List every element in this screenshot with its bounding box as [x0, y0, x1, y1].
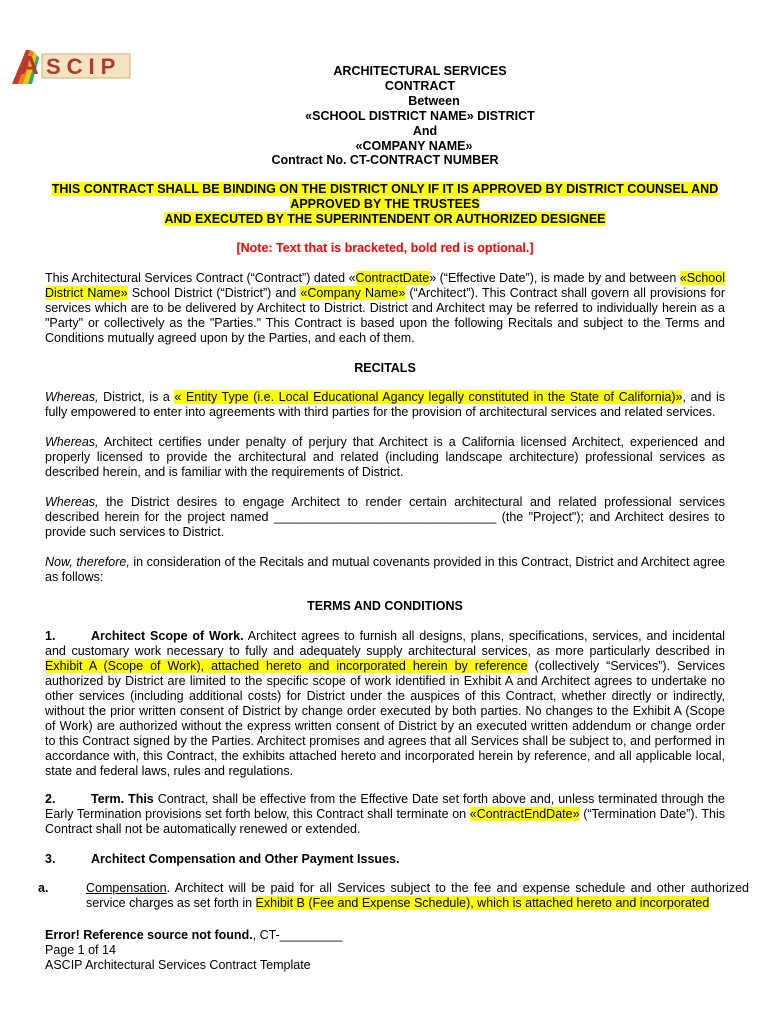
whereas-paragraph-1 — [45, 390, 725, 420]
subsection-a — [38, 881, 749, 911]
title-line-5: «COMPANY NAME» — [355, 139, 473, 153]
terms-heading: TERMS AND CONDITIONS — [307, 599, 463, 613]
intro-text-2: » (“Effective Date”), is made by and between — [429, 271, 680, 285]
page-footer — [45, 928, 725, 973]
footer-reference-line — [45, 928, 725, 943]
whereas-lead: Whereas, — [45, 390, 99, 404]
subsection-label: a. — [38, 881, 49, 895]
exhibit-a-reference: Exhibit A (Scope of Work), attached hereto and incorporated herein by reference — [45, 659, 528, 673]
title-line-1: ARCHITECTURAL SERVICES CONTRACT — [333, 64, 507, 93]
footer-ct: , CT-_________ — [252, 928, 343, 942]
logo-initial: A — [20, 50, 39, 80]
whereas-text: the District desires to engage Architect to render certain architectural and related professional services described herein for the project named ________________________________ (the "Project"); and Architect desires to provide such services to District. — [45, 495, 725, 539]
whereas-lead: Whereas, — [45, 435, 99, 449]
section-text: (“Termination Date”). This Contract shall not be automatically renewed or extended. — [45, 807, 725, 836]
whereas-text: District, is a — [98, 390, 175, 404]
section-1 — [45, 629, 725, 779]
section-title: Architect Compensation and Other Payment Issues. — [91, 852, 400, 866]
reference-error: Error! Reference source not found. — [45, 928, 253, 942]
now-therefore-paragraph — [45, 555, 725, 585]
contract-end-date-field: «ContractEndDate» — [469, 807, 580, 821]
section-number: 1. — [45, 629, 56, 643]
whereas-text: , and is fully empowered to enter into agreements with third parties for the provision of architectural services and related services. — [45, 390, 725, 419]
section-text: Contract, shall be effective from the Effective Date set forth above and, unless terminated through the Early Termination provisions set forth below, this Contract shall terminate on — [45, 792, 725, 821]
title-line-2: Between — [408, 94, 460, 108]
binding-statement — [45, 182, 725, 227]
contract-date-field: ContractDate — [355, 271, 430, 285]
intro-text-1: This Architectural Services Contract (“Contract”) dated « — [45, 271, 356, 285]
intro-text-4: (“Architect”). This Contract shall govern all provisions for services which are to be delivered by Architect to District. District and Architect may be referred to individually herein as a "Party" or collectively as the "Parties." This Contract is based upon the following Recitals and subject to the Terms and Conditions mutually agreed upon by the Parties, and each of them. — [45, 286, 725, 345]
whereas-text: Architect certifies under penalty of perjury that Architect is a California licensed Architect, experienced and properly licensed to provide the architectural and related (including landscape architecture) professional services as described herein, and is familiar with the requirements of District. — [45, 435, 725, 479]
title-line-3: «SCHOOL DISTRICT NAME» DISTRICT — [305, 109, 535, 123]
now-therefore-lead: Now, therefore, — [45, 555, 130, 569]
section-number: 3. — [45, 852, 56, 866]
company-name-field: «Company Name» — [300, 286, 406, 300]
section-title: Term. This — [91, 792, 154, 806]
ascip-logo — [8, 44, 132, 86]
district-name-field: «School District Name» — [45, 271, 725, 300]
optional-note: [Note: Text that is bracketed, bold red is optional.] — [236, 241, 534, 255]
whereas-paragraph-2 — [45, 435, 725, 480]
exhibit-b-reference: Exhibit B (Fee and Expense Schedule), which is attached hereto and incorporated — [255, 896, 710, 910]
whereas-lead: Whereas, — [45, 495, 99, 509]
binding-line-2: APPROVED BY THE TRUSTEES — [290, 197, 480, 211]
section-3 — [45, 852, 725, 867]
template-name: ASCIP Architectural Services Contract Template — [45, 958, 311, 972]
binding-line-1: THIS CONTRACT SHALL BE BINDING ON THE DISTRICT ONLY IF IT IS APPROVED BY DISTRICT COUNSEL AND — [51, 182, 719, 196]
binding-line-3: AND EXECUTED BY THE SUPERINTENDENT OR AUTHORIZED DESIGNEE — [164, 212, 606, 226]
page-number: Page 1 of 14 — [45, 943, 116, 957]
intro-paragraph — [45, 271, 725, 346]
recitals-heading: RECITALS — [354, 361, 416, 375]
contract-title — [300, 64, 540, 154]
intro-text-3: School District (“District”) and — [127, 286, 301, 300]
section-text: (collectively “Services”). Services authorized by District are limited to the specific scope of work identified in Exhibit A and Architect agrees to undertake no other services (including additional costs) for District under the auspices of this Contract, whether directly or indirectly, without the prior written consent of District by change order executed by both parties. No changes to the Exhibit A (Scope of Work) are authorized without the express written consent of District by an executed written addendum or change order to this Contract signed by the Parties. Architect promises and agrees that all Services shall be subject to, and performed in accordance with, this Contract, the exhibits attached hereto and incorporated herein by reference, and all applicable local, state and federal laws, rules and regulations. — [45, 659, 725, 778]
contract-number: Contract No. CT-CONTRACT NUMBER — [271, 153, 499, 167]
now-therefore-text: in consideration of the Recitals and mutual covenants provided in this Contract, District and Architect agree as follows: — [45, 555, 726, 584]
section-title: Architect Scope of Work. — [91, 629, 244, 643]
whereas-paragraph-3 — [45, 495, 725, 540]
logo-text: SCIP — [46, 54, 122, 79]
subsection-title: Compensation — [86, 881, 167, 895]
section-text: Architect agrees to furnish all designs, plans, specifications, services, and incidental and customary work necessary to fully and adequately supply architectural services, as more particularly described in — [45, 629, 725, 658]
section-number: 2. — [45, 792, 56, 806]
section-2 — [45, 792, 725, 837]
subsection-text: . Architect will be paid for all Services subject to the fee and expense schedule and other authorized service charges as set forth in — [86, 881, 749, 910]
title-line-4: And — [412, 124, 438, 138]
entity-type-field: « Entity Type (i.e. Local Educational Agancy legally constituted in the State of California)» — [174, 390, 683, 404]
